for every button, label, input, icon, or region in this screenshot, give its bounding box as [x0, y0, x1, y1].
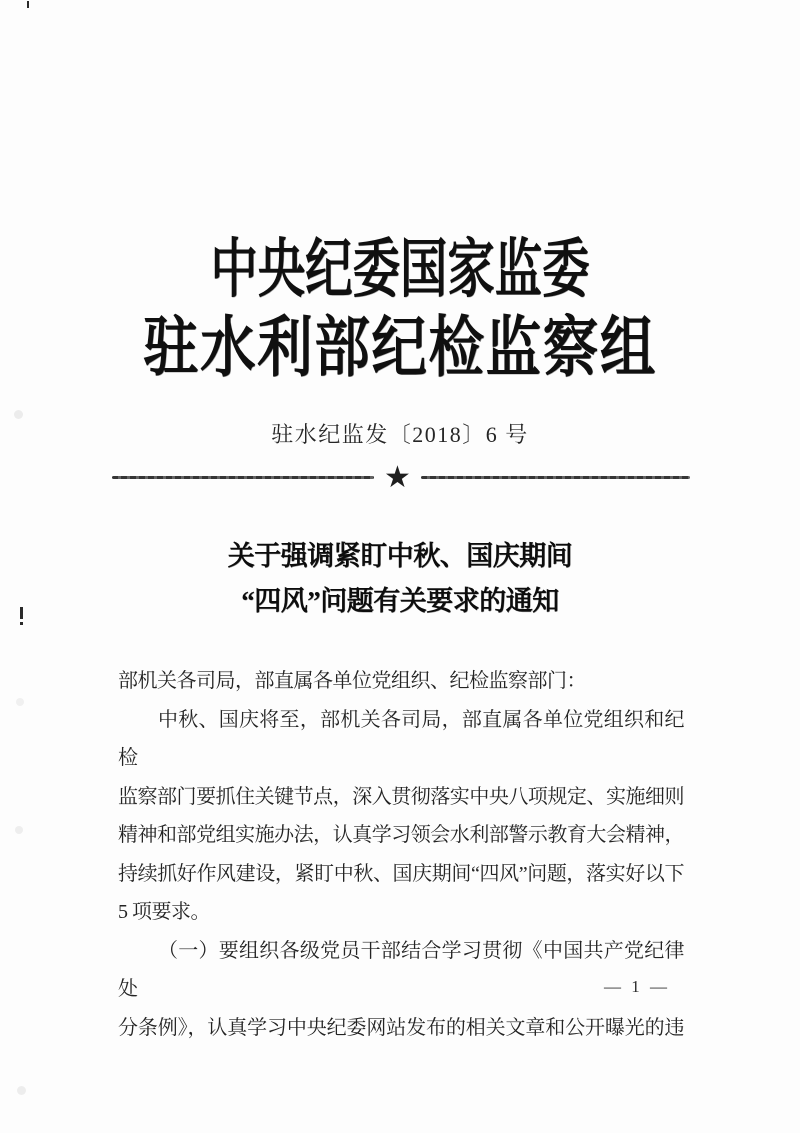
document-title-line-1: 关于强调紧盯中秋、国庆期间 [227, 541, 573, 571]
scan-smudge [15, 826, 23, 834]
body-paragraph1-line: 5 项要求。 [118, 901, 210, 923]
scan-smudge [17, 1086, 26, 1095]
document-title [0, 534, 800, 624]
body-paragraph2-line: （一）要组织各级党员干部结合学习贯彻《中国共产党纪律处 [118, 939, 684, 1000]
body-paragraph1-line: 精神和部党组实施办法，认真学习领会水利部警示教育大会精神， [118, 824, 684, 846]
body-salutation: 部机关各司局，部直属各单位党组织、纪检监察部门： [118, 670, 586, 692]
document-title-line-2: “四风”问题有关要求的通知 [241, 586, 559, 616]
letterhead-line-1 [0, 234, 800, 305]
divider-line-right [421, 476, 690, 479]
body-paragraph1-line: 监察部门要抓住关键节点，深入贯彻落实中央八项规定、实施细则 [118, 785, 684, 808]
letterhead-line-2 [0, 312, 800, 385]
letterhead-org-name-top: 中央纪委国家监委 [210, 234, 590, 305]
scan-artifact-mark [27, 1, 29, 8]
scan-smudge [16, 698, 24, 706]
body-paragraph2-line: 分条例》，认真学习中央纪委网站发布的相关文章和公开曝光的违 [118, 1016, 684, 1039]
letterhead-org-name-bottom: 驻水利部纪检监察组 [142, 312, 658, 385]
document-number: 驻水纪监发〔2018〕6 号 [271, 422, 529, 447]
page-number: — 1 — [604, 977, 670, 996]
divider-line-left [112, 476, 374, 479]
body-paragraph1-line: 中秋、国庆将至，部机关各司局，部直属各单位党组织和纪检 [118, 708, 684, 769]
body-paragraph1-line: 持续抓好作风建设，紧盯中秋、国庆期间“四风”问题，落实好以下 [118, 862, 684, 885]
letterhead-divider [112, 461, 690, 494]
star-icon: ★ [384, 460, 411, 495]
